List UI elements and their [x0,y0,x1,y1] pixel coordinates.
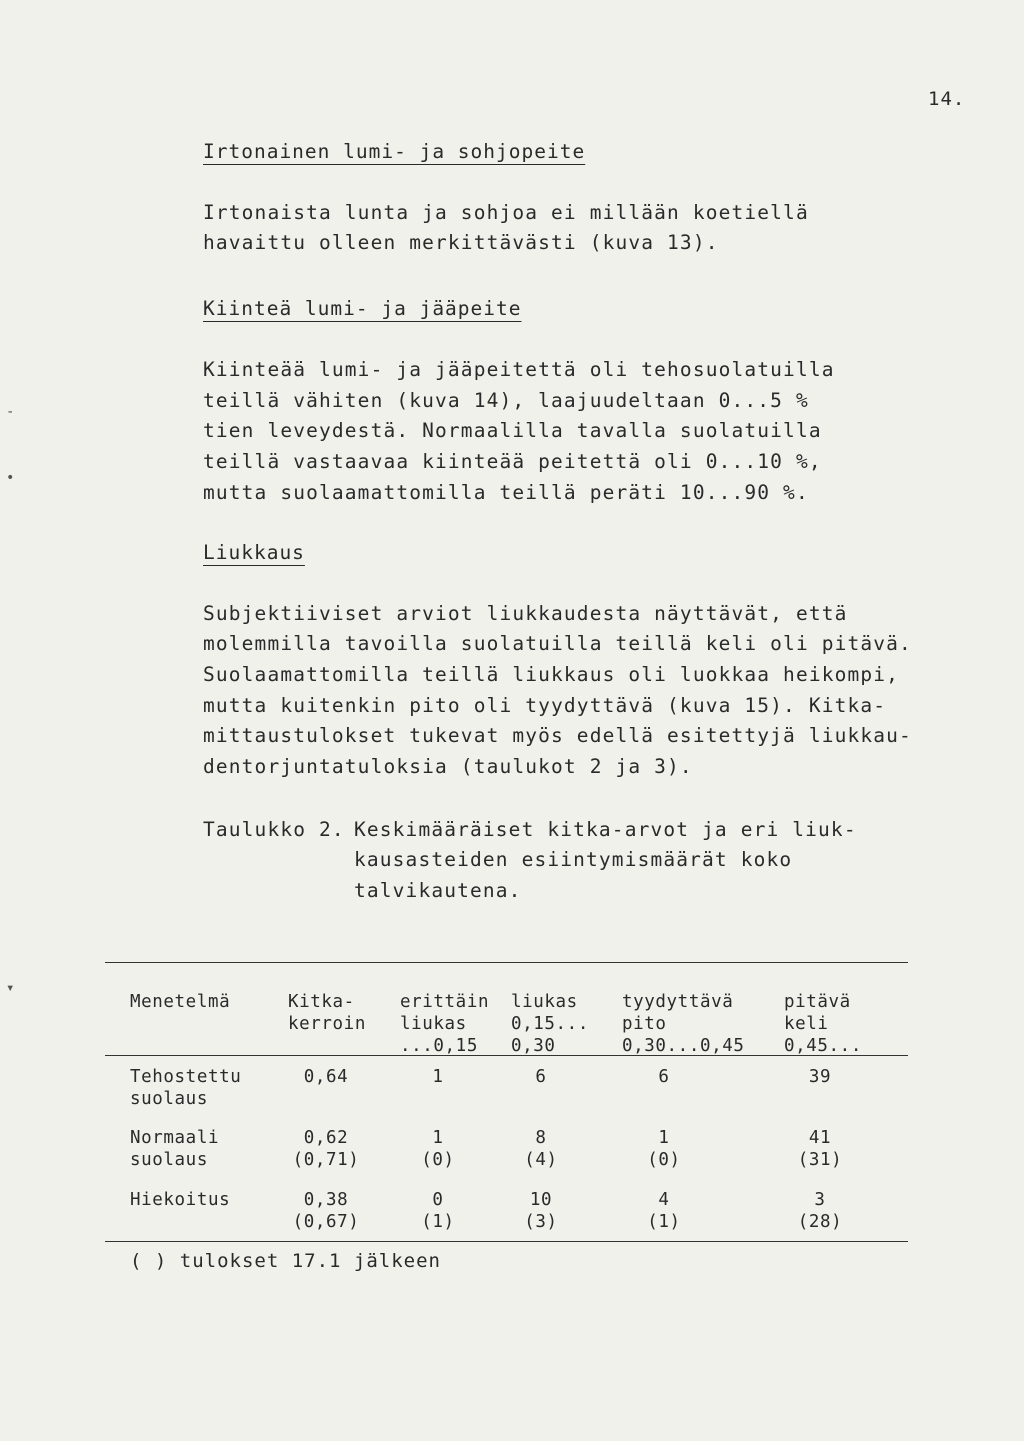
row-good: (31) [797,1150,843,1170]
row-friction: (0,71) [292,1150,360,1170]
header-slippery: liukas [511,992,578,1012]
section-heading: Liukkaus [203,541,305,564]
table-caption-line: kausasteiden esiintymismäärät koko [354,848,793,871]
paragraph-line: dentorjuntatuloksia (taulukot 2 ja 3). [203,755,693,778]
row-very-slippery: 1 [432,1067,444,1087]
row-friction: 0,64 [303,1067,349,1087]
header-good: pitävä [784,992,851,1012]
row-satisfactory: (1) [647,1212,681,1232]
row-very-slippery: (1) [421,1212,455,1232]
header-very-slippery: erittäin [400,992,490,1012]
row-very-slippery: 0 [432,1190,444,1210]
paragraph-line: teillä vastaavaa kiinteää peitettä oli 0...10 %, [203,450,822,473]
header-good: 0,45... [784,1036,862,1056]
header-satisfactory: tyydyttävä [622,992,734,1012]
table-header-rule [105,1055,908,1056]
row-slippery: (4) [524,1150,558,1170]
paragraph-line: Suolaamattomilla teillä liukkaus oli luokkaa heikompi, [203,663,900,686]
page-number: 14. [928,88,966,110]
row-very-slippery: 1 [432,1128,444,1148]
margin-mark: ▾ [6,980,15,996]
row-method: Hiekoitus [130,1190,231,1210]
row-method: suolaus [130,1089,208,1109]
margin-mark: • [6,470,15,486]
header-satisfactory: 0,30...0,45 [622,1036,745,1056]
header-friction: kerroin [288,1014,366,1034]
header-very-slippery: liukas [400,1014,467,1034]
paragraph-line: mutta suolaamattomilla teillä peräti 10...90 %. [203,481,809,504]
paragraph-line: Irtonaista lunta ja sohjoa ei millään koetiellä [203,201,809,224]
paragraph-line: mittaustulokset tukevat myös edellä esitettyjä liukkau- [203,724,912,747]
table-footnote: ( ) tulokset 17.1 jälkeen [130,1250,441,1272]
table-caption-line: talvikautena. [354,879,522,902]
row-slippery: (3) [524,1212,558,1232]
header-satisfactory: pito [622,1014,667,1034]
paragraph-line: Kiinteää lumi- ja jääpeitettä oli tehosuolatuilla [203,358,835,381]
row-satisfactory: 6 [658,1067,670,1087]
row-friction: 0,62 [303,1128,349,1148]
margin-mark: - [6,404,15,420]
table-caption-line: Keskimääräiset kitka-arvot ja eri liuk- [354,818,857,841]
paragraph-line: havaittu olleen merkittävästi (kuva 13). [203,231,719,254]
row-friction: 0,38 [303,1190,349,1210]
section-heading: Irtonainen lumi- ja sohjopeite [203,140,586,163]
paragraph-line: mutta kuitenkin pito oli tyydyttävä (kuva 15). Kitka- [203,694,887,717]
header-friction: Kitka- [288,992,355,1012]
paragraph-line: tien leveydestä. Normaalilla tavalla suolatuilla [203,419,822,442]
table-caption-label: Taulukko 2. [203,818,345,841]
table-bottom-rule [105,1241,908,1242]
row-good: 39 [808,1067,832,1087]
row-slippery: 10 [529,1190,553,1210]
section-heading: Kiinteä lumi- ja jääpeite [203,297,522,320]
row-slippery: 8 [535,1128,547,1148]
row-satisfactory: 1 [658,1128,670,1148]
table-top-rule [105,962,908,963]
row-satisfactory: (0) [647,1150,681,1170]
paragraph-line: molemmilla tavoilla suolatuilla teillä keli oli pitävä. [203,632,912,655]
row-very-slippery: (0) [421,1150,455,1170]
row-method: suolaus [130,1150,208,1170]
row-method: Tehostettu [130,1067,242,1087]
header-slippery: 0,15... [511,1014,589,1034]
header-method: Menetelmä [130,992,231,1012]
row-good: 3 [814,1190,826,1210]
paragraph-line: teillä vähiten (kuva 14), laajuudeltaan 0...5 % [203,389,809,412]
header-good: keli [784,1014,829,1034]
row-slippery: 6 [535,1067,547,1087]
paragraph-line: Subjektiiviset arviot liukkaudesta näyttävät, että [203,602,848,625]
row-friction: (0,67) [292,1212,360,1232]
row-satisfactory: 4 [658,1190,670,1210]
row-method: Normaali [130,1128,220,1148]
header-very-slippery: ...0,15 [400,1036,478,1056]
row-good: (28) [797,1212,843,1232]
row-good: 41 [808,1128,832,1148]
header-slippery: 0,30 [511,1036,556,1056]
